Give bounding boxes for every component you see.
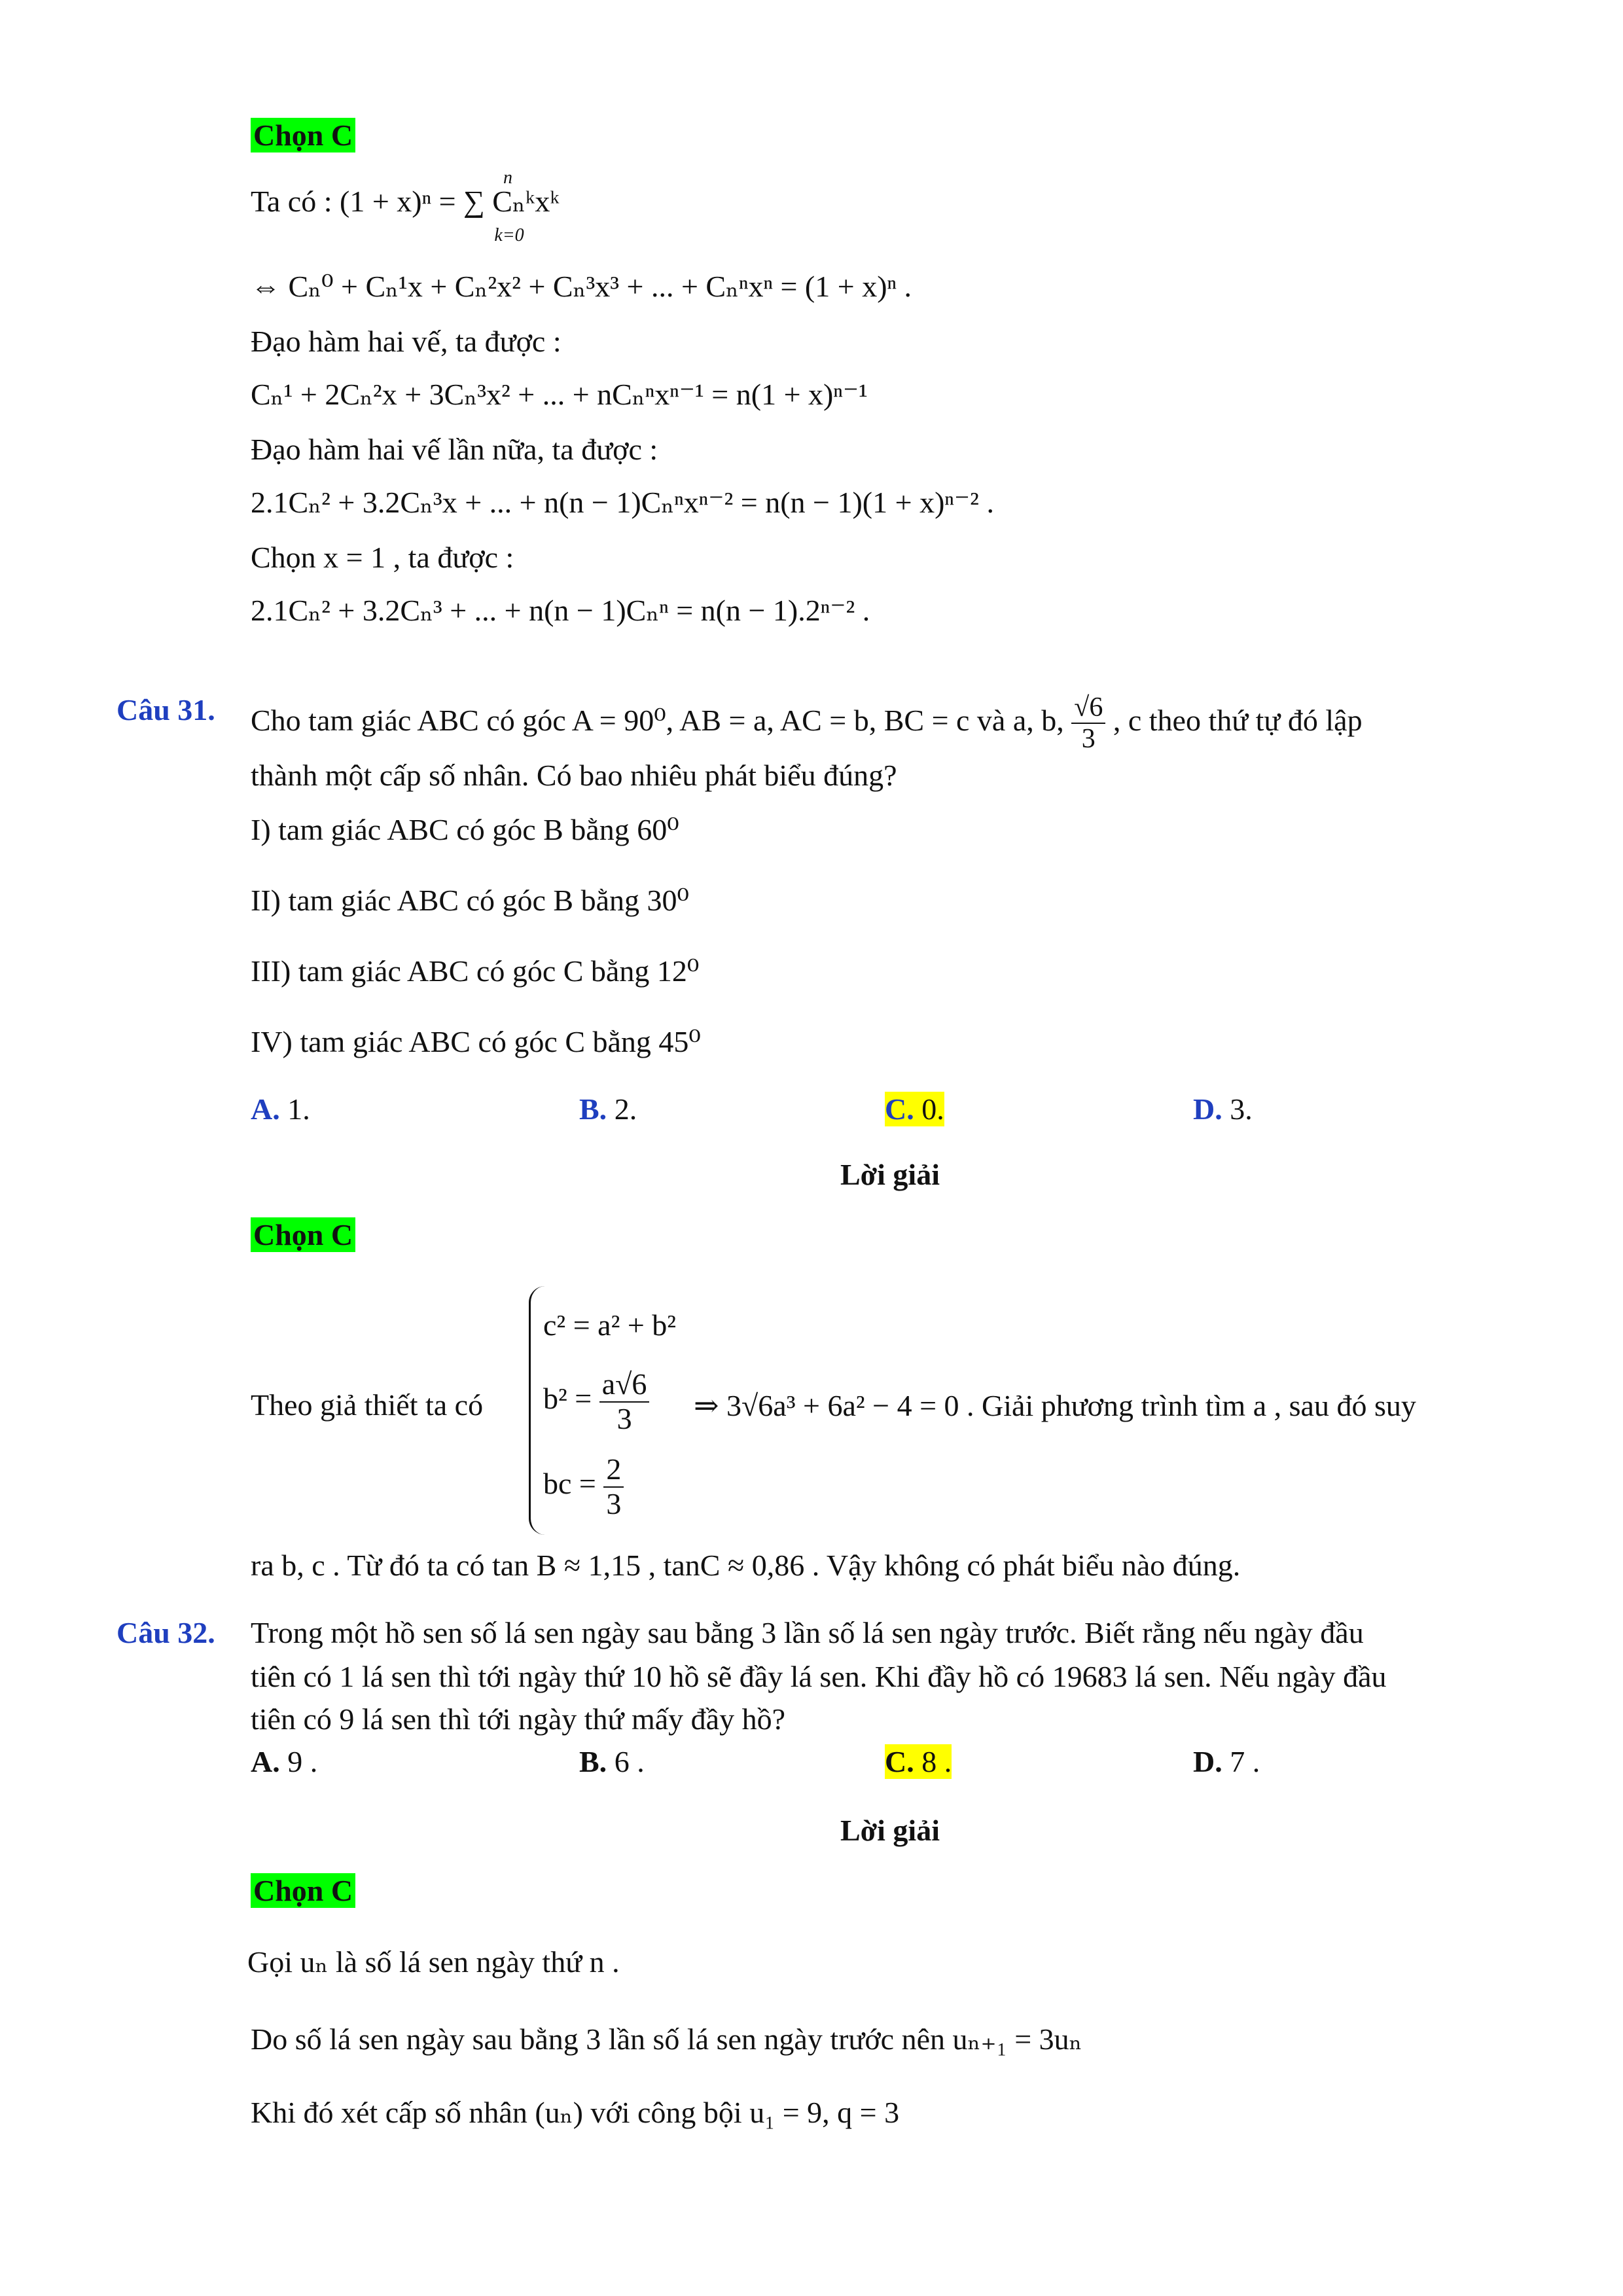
solution-line: Khi đó xét cấp số nhân (uₙ) với công bội u₁ = 9, q = 3 xyxy=(251,2096,900,2129)
option-text: 6 . xyxy=(607,1745,645,1778)
chosen-answer-tag: Chọn C xyxy=(251,118,355,152)
option-letter: A. xyxy=(251,1745,280,1778)
option-text: 8 . xyxy=(914,1745,952,1778)
solution-conclusion: ra b, c . Từ đó ta có tan B ≈ 1,15 , tanC ≈ 0,86 . Vậy không có phát biểu nào đúng. xyxy=(251,1549,1241,1582)
sum-lower-limit: k=0 xyxy=(494,225,524,245)
solution-title-text: Lời giải xyxy=(840,1814,940,1847)
option-letter: B. xyxy=(579,1745,607,1778)
expansion-line: Ta có : (1 + x)ⁿ = ∑ Cₙᵏxᵏ xyxy=(251,185,560,218)
question-stem xyxy=(251,692,1363,754)
option-text: 1. xyxy=(279,1092,310,1126)
fraction xyxy=(603,1453,624,1520)
question-label: Câu 31. xyxy=(116,693,215,726)
option-text: 9 . xyxy=(279,1745,318,1778)
statement-item: I) tam giác ABC có góc B bằng 60⁰ xyxy=(251,813,679,846)
fraction-denominator: 3 xyxy=(616,1401,632,1435)
answer-option-d xyxy=(1193,1744,1260,1779)
answer-option-a xyxy=(251,1744,317,1779)
chosen-answer-tag: Chọn C xyxy=(251,1217,355,1252)
expansion-equivalent: ⇔ Cₙ⁰ + Cₙ¹x + Cₙ²x² + Cₙ³x³ + ... + Cₙⁿxⁿ = (1 + x)ⁿ . xyxy=(251,270,912,303)
fraction xyxy=(599,1368,650,1435)
answer-option-c xyxy=(885,1092,944,1126)
solution-lead: Theo giả thiết ta có xyxy=(251,1388,484,1422)
question-stem-part: Cho tam giác ABC có góc A = 90⁰, AB = a, AC = b, BC = c và a, b, xyxy=(251,703,1064,737)
question-stem: tiên có 1 lá sen thì tới ngày thứ 10 hồ sẽ đầy lá sen. Khi đầy hồ có 19683 lá sen. Nếu ngày đầu xyxy=(251,1660,1387,1693)
option-text: 7 . xyxy=(1222,1745,1260,1778)
option-letter: B. xyxy=(579,1092,607,1126)
solution-line: Do số lá sen ngày sau bằng 3 lần số lá sen ngày trước nên uₙ₊₁ = 3uₙ xyxy=(251,2022,1082,2056)
statement-item: II) tam giác ABC có góc B bằng 30⁰ xyxy=(251,884,689,917)
fraction-denominator: 3 xyxy=(606,1486,622,1520)
step-text: Đạo hàm hai vế lần nữa, ta được : xyxy=(251,433,658,466)
step-text: Đạo hàm hai vế, ta được : xyxy=(251,325,562,358)
answer-option-a xyxy=(251,1092,310,1126)
fraction-numerator: a√6 xyxy=(599,1368,650,1403)
fraction-denominator: 3 xyxy=(1081,724,1096,755)
option-text: 3. xyxy=(1222,1092,1253,1126)
question-stem: tiên có 9 lá sen thì tới ngày thứ mấy đầy hồ? xyxy=(251,1702,786,1736)
question-stem: thành một cấp số nhân. Có bao nhiêu phát biểu đúng? xyxy=(251,759,897,792)
solution-implication: ⇒ 3√6a³ + 6a² − 4 = 0 . Giải phương trình tìm a , sau đó suy xyxy=(694,1389,1416,1422)
solution-title xyxy=(0,1813,1623,1848)
solution-line: Gọi uₙ là số lá sen ngày thứ n . xyxy=(247,1945,620,1979)
sqrt6-over-3 xyxy=(1071,692,1105,754)
answer-option-b xyxy=(579,1092,637,1126)
option-letter: D. xyxy=(1193,1745,1222,1778)
solution-title-text: Lời giải xyxy=(840,1158,940,1191)
answer-option-d xyxy=(1193,1092,1253,1126)
equation-lhs: bc = xyxy=(543,1467,596,1501)
fraction-numerator: √6 xyxy=(1071,692,1105,724)
system-equation-3 xyxy=(543,1453,624,1520)
chosen-answer-tag: Chọn C xyxy=(251,1873,355,1908)
statement-item: III) tam giác ABC có góc C bằng 12⁰ xyxy=(251,954,700,988)
option-text: 2. xyxy=(607,1092,637,1126)
final-identity: 2.1Cₙ² + 3.2Cₙ³ + ... + n(n − 1)Cₙⁿ = n(n − 1).2ⁿ⁻² . xyxy=(251,594,870,627)
first-derivative: Cₙ¹ + 2Cₙ²x + 3Cₙ³x² + ... + nCₙⁿxⁿ⁻¹ = n(1 + x)ⁿ⁻¹ xyxy=(251,378,868,411)
option-letter: C. xyxy=(885,1745,914,1778)
question-label: Câu 32. xyxy=(116,1616,215,1649)
equation-lhs: b² = xyxy=(543,1382,592,1416)
question-stem: Trong một hồ sen số lá sen ngày sau bằng 3 lần số lá sen ngày trước. Biết rằng nếu ngày đầu xyxy=(251,1616,1364,1649)
system-equation-1: c² = a² + b² xyxy=(543,1308,677,1342)
fraction-numerator: 2 xyxy=(603,1453,624,1488)
system-equation-2 xyxy=(543,1368,649,1435)
option-letter: D. xyxy=(1193,1092,1222,1126)
statement-item: IV) tam giác ABC có góc C bằng 45⁰ xyxy=(251,1025,701,1058)
answer-option-c xyxy=(885,1744,952,1779)
option-letter: C. xyxy=(885,1092,914,1126)
solution-title xyxy=(0,1157,1623,1192)
sum-upper-limit: n xyxy=(503,168,512,188)
second-derivative: 2.1Cₙ² + 3.2Cₙ³x + ... + n(n − 1)Cₙⁿxⁿ⁻² = n(n − 1)(1 + x)ⁿ⁻² . xyxy=(251,486,994,519)
step-text: Chọn x = 1 , ta được : xyxy=(251,541,514,574)
question-stem-part: , c theo thứ tự đó lập xyxy=(1113,703,1363,737)
option-text: 0. xyxy=(914,1092,944,1126)
option-letter: A. xyxy=(251,1092,280,1126)
answer-option-b xyxy=(579,1744,645,1779)
